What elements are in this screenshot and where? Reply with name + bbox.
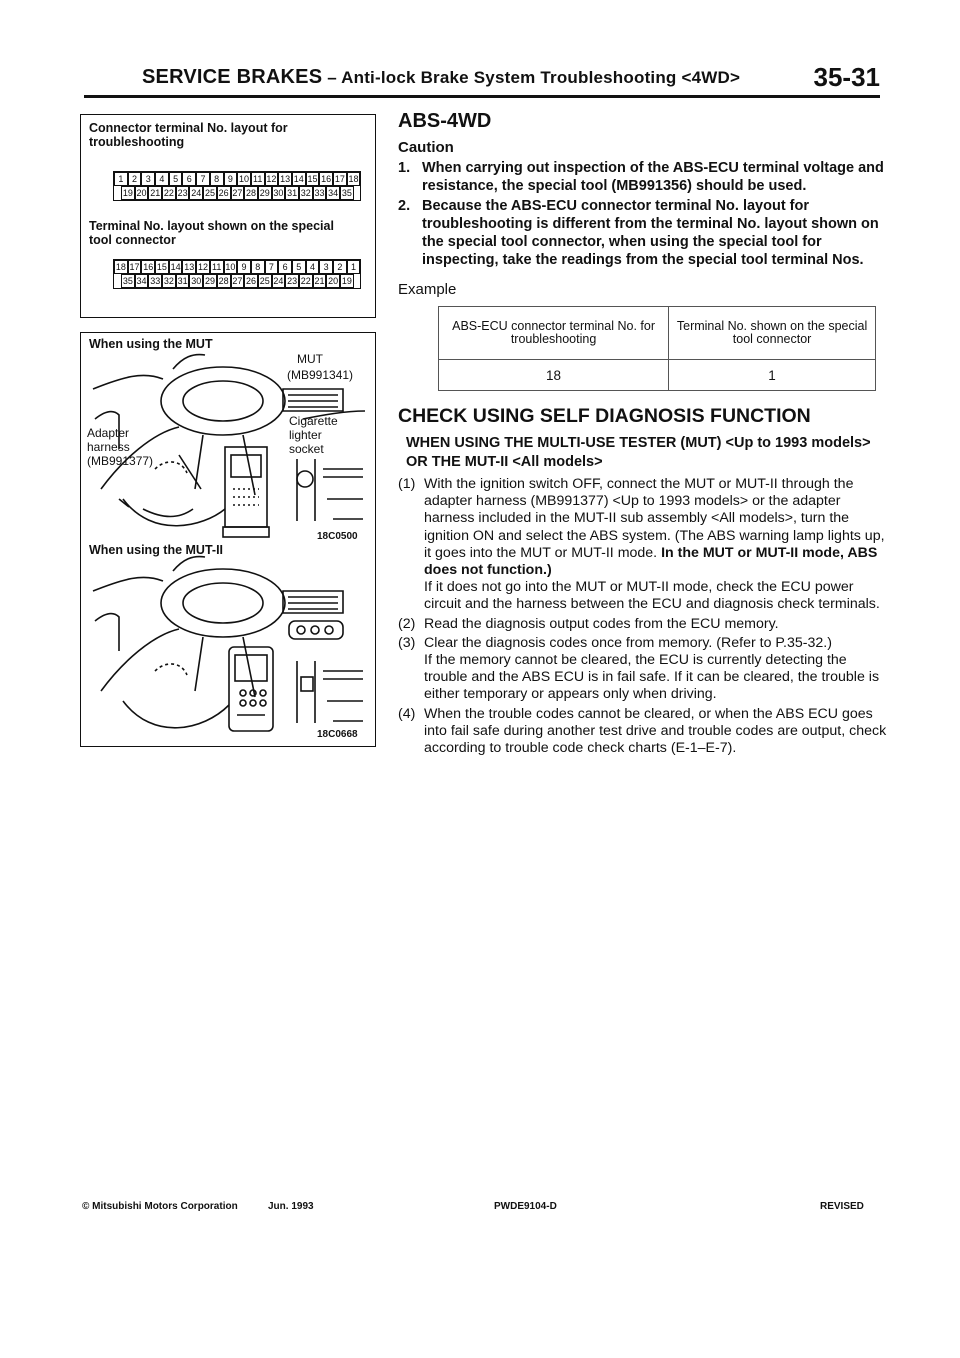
terminal-cell: 30 <box>273 188 284 198</box>
special-tool-terminal-grid <box>113 259 361 289</box>
example-label: Example <box>398 281 457 298</box>
terminal-cell: 22 <box>163 188 174 198</box>
terminal-cell: 29 <box>259 188 270 198</box>
adapter-callout-line1: Adapter <box>87 426 130 440</box>
terminal-cell: 1 <box>347 260 361 274</box>
terminal-cell: 5 <box>169 172 183 186</box>
terminal-cell: 34 <box>136 276 147 286</box>
terminal-cell: 30 <box>191 276 202 286</box>
table-row <box>439 360 876 391</box>
step-bold-text: In the MUT or MUT-II mode, ABS does not function.) <box>424 544 878 579</box>
title-sub: – Anti-lock Brake System Troubleshooting <4WD> <box>322 68 741 87</box>
mut-callout: MUT <box>297 352 323 366</box>
page-number: 35-31 <box>813 62 880 92</box>
terminal-cell: 12 <box>197 262 208 272</box>
terminal-cell: 32 <box>300 188 311 198</box>
table-row <box>439 307 876 360</box>
table-header-cell: Terminal No. shown on the special tool connector <box>669 307 876 360</box>
terminal-cell: 26 <box>246 276 257 286</box>
terminal-cell: 6 <box>182 172 196 186</box>
step-item-4 <box>398 706 888 758</box>
caution-number: 2. <box>398 198 411 214</box>
terminal-cell: 19 <box>122 188 133 198</box>
terminal-cell: 8 <box>251 260 265 274</box>
adapter-callout-line2: harness <box>87 440 130 454</box>
terminal-cell: 2 <box>333 260 347 274</box>
terminal-cell: 24 <box>273 276 284 286</box>
mut-usage-heading: WHEN USING THE MULTI-USE TESTER (MUT) <Up to 1993 models> OR THE MUT-II <All models> <box>406 435 871 470</box>
terminal-cell: 31 <box>287 188 298 198</box>
terminal-cell: 26 <box>218 188 229 198</box>
terminal-cell: 24 <box>191 188 202 198</box>
terminal-cell: 10 <box>239 174 250 184</box>
footer-status: REVISED <box>820 1201 864 1212</box>
caution-item-2 <box>398 197 888 269</box>
terminal-cell: 7 <box>196 172 210 186</box>
footer-code: PWDE9104-D <box>494 1201 557 1212</box>
terminal-cell: 15 <box>156 262 167 272</box>
step-item-3 <box>398 635 888 704</box>
caution-text: Because the ABS-ECU connector terminal No. layout for troubleshooting is different from the terminal No. layout shown on the special tool connector, when using the special tool for inspecting, take the readings from the special tool terminal Nos. <box>422 198 879 268</box>
figure-code-2: 18C0668 <box>317 729 358 740</box>
step-text-2: If the memory cannot be cleared, the ECU is currently detecting the trouble and the ABS ECU is in fail safe. If it can be cleared, the trouble is either temporary or appears only when driving. <box>424 652 880 703</box>
cigarette-callout-line1: Cigarette <box>289 414 338 428</box>
terminal-cell: 9 <box>224 172 238 186</box>
terminal-cell: 33 <box>314 188 325 198</box>
special-tool-layout-title: Terminal No. layout shown on the special tool connector <box>89 219 334 247</box>
step-text: With the ignition switch OFF, connect the MUT or MUT-II through the adapter harness (MB991377) <Up to 1993 models> or the adapter harness included in the MUT-II sub assembly <All models>, turn the ignition ON and select the ABS system. (The ABS warning lamp lights up, it goes into the MUT or MUT-II mode. <box>424 476 885 561</box>
terminal-cell: 11 <box>251 172 265 186</box>
header-rule <box>84 95 880 98</box>
table-cell: 18 <box>439 360 669 391</box>
step-text-2: If it does not go into the MUT or MUT-II mode, check the ECU power circuit and the harness between the ECU and diagnosis check terminals. <box>424 579 880 613</box>
connector-layout-title: Connector terminal No. layout for troubleshooting <box>89 121 288 149</box>
terminal-cell: 34 <box>328 188 339 198</box>
terminal-cell: 9 <box>237 260 251 274</box>
terminal-cell: 32 <box>163 276 174 286</box>
terminal-cell: 17 <box>129 262 140 272</box>
step-item-1 <box>398 476 888 614</box>
terminal-cell: 12 <box>266 174 277 184</box>
terminal-cell: 17 <box>334 174 345 184</box>
terminal-row-top <box>114 260 360 274</box>
terminal-cell: 29 <box>204 276 215 286</box>
terminal-cell: 35 <box>122 276 133 286</box>
terminal-cell: 13 <box>280 174 291 184</box>
terminal-cell: 10 <box>225 262 236 272</box>
terminal-cell: 25 <box>204 188 215 198</box>
table-header-cell: ABS-ECU connector terminal No. for troubleshooting <box>439 307 669 360</box>
terminal-cell: 4 <box>306 260 320 274</box>
terminal-cell: 16 <box>143 262 154 272</box>
terminal-cell: 15 <box>307 174 318 184</box>
terminal-row-top <box>114 172 360 186</box>
terminal-cell: 2 <box>128 172 142 186</box>
terminal-cell: 21 <box>150 188 161 198</box>
right-column <box>398 110 888 759</box>
figure-label-mut: When using the MUT <box>89 337 213 351</box>
terminal-cell: 14 <box>293 174 304 184</box>
terminal-cell: 23 <box>287 276 298 286</box>
terminal-cell: 6 <box>278 260 292 274</box>
caution-item-1 <box>398 159 888 195</box>
terminal-row-bottom <box>121 186 354 200</box>
terminal-cell: 27 <box>232 276 243 286</box>
mut-illustration-box <box>80 332 376 747</box>
section-title: ABS-4WD <box>398 110 492 132</box>
terminal-cell: 28 <box>246 188 257 198</box>
connector-layout-box <box>80 114 376 318</box>
step-number: (3) <box>398 634 416 651</box>
caution-heading: Caution <box>398 139 454 156</box>
caution-text: When carrying out inspection of the ABS-ECU terminal voltage and resistance, the special tool (MB991356) should be used. <box>422 160 884 194</box>
terminal-cell: 11 <box>210 260 224 274</box>
mut-part-number: (MB991341) <box>287 368 354 382</box>
terminal-cell: 3 <box>319 260 333 274</box>
terminal-cell: 27 <box>232 188 243 198</box>
terminal-cell: 19 <box>341 276 352 286</box>
terminal-cell: 16 <box>321 174 332 184</box>
cigarette-callout-line3: socket <box>289 442 324 456</box>
terminal-cell: 1 <box>114 172 128 186</box>
figure-label-mut-ii: When using the MUT-II <box>89 543 224 557</box>
step-text: Read the diagnosis output codes from the ECU memory. <box>424 615 779 632</box>
mut-ii-connection-illustration <box>83 555 373 739</box>
terminal-cell: 18 <box>348 174 359 184</box>
page-header <box>84 60 880 94</box>
terminal-cell: 25 <box>259 276 270 286</box>
terminal-cell: 23 <box>177 188 188 198</box>
figure-code-1: 18C0500 <box>317 531 358 542</box>
example-table <box>438 306 876 391</box>
caution-number: 1. <box>398 160 411 176</box>
step-item-2 <box>398 616 888 633</box>
troubleshooting-terminal-grid <box>113 171 361 201</box>
title-main: SERVICE BRAKES <box>142 66 323 88</box>
terminal-cell: 20 <box>136 188 147 198</box>
terminal-cell: 14 <box>170 262 181 272</box>
terminal-cell: 31 <box>177 276 188 286</box>
table-cell: 1 <box>669 360 876 391</box>
footer-copyright: © Mitsubishi Motors Corporation <box>82 1201 238 1212</box>
step-number: (2) <box>398 615 416 632</box>
terminal-cell: 20 <box>328 276 339 286</box>
terminal-cell: 22 <box>300 276 311 286</box>
terminal-cell: 4 <box>155 172 169 186</box>
terminal-cell: 35 <box>341 188 352 198</box>
step-text: Clear the diagnosis codes once from memory. (Refer to P.35-32.) <box>424 634 832 651</box>
terminal-cell: 5 <box>292 260 306 274</box>
terminal-cell: 21 <box>314 276 325 286</box>
terminal-cell: 33 <box>150 276 161 286</box>
page-title <box>142 66 740 89</box>
step-text: When the trouble codes cannot be cleared, or when the ABS ECU goes into fail safe during another test drive and trouble codes are output, check according to trouble code check charts (E-1–E-7). <box>424 705 887 757</box>
terminal-cell: 18 <box>115 262 126 272</box>
adapter-part-number: (MB991377) <box>87 454 154 468</box>
footer-date: Jun. 1993 <box>268 1201 314 1212</box>
terminal-cell: 3 <box>141 172 155 186</box>
step-number: (4) <box>398 705 416 722</box>
step-number: (1) <box>398 476 416 492</box>
terminal-cell: 13 <box>184 262 195 272</box>
check-section-title: CHECK USING SELF DIAGNOSIS FUNCTION <box>398 405 811 427</box>
terminal-cell: 7 <box>265 260 279 274</box>
terminal-cell: 8 <box>210 172 224 186</box>
terminal-row-bottom <box>121 274 354 288</box>
terminal-cell: 28 <box>218 276 229 286</box>
cigarette-callout-line2: lighter <box>289 428 322 442</box>
